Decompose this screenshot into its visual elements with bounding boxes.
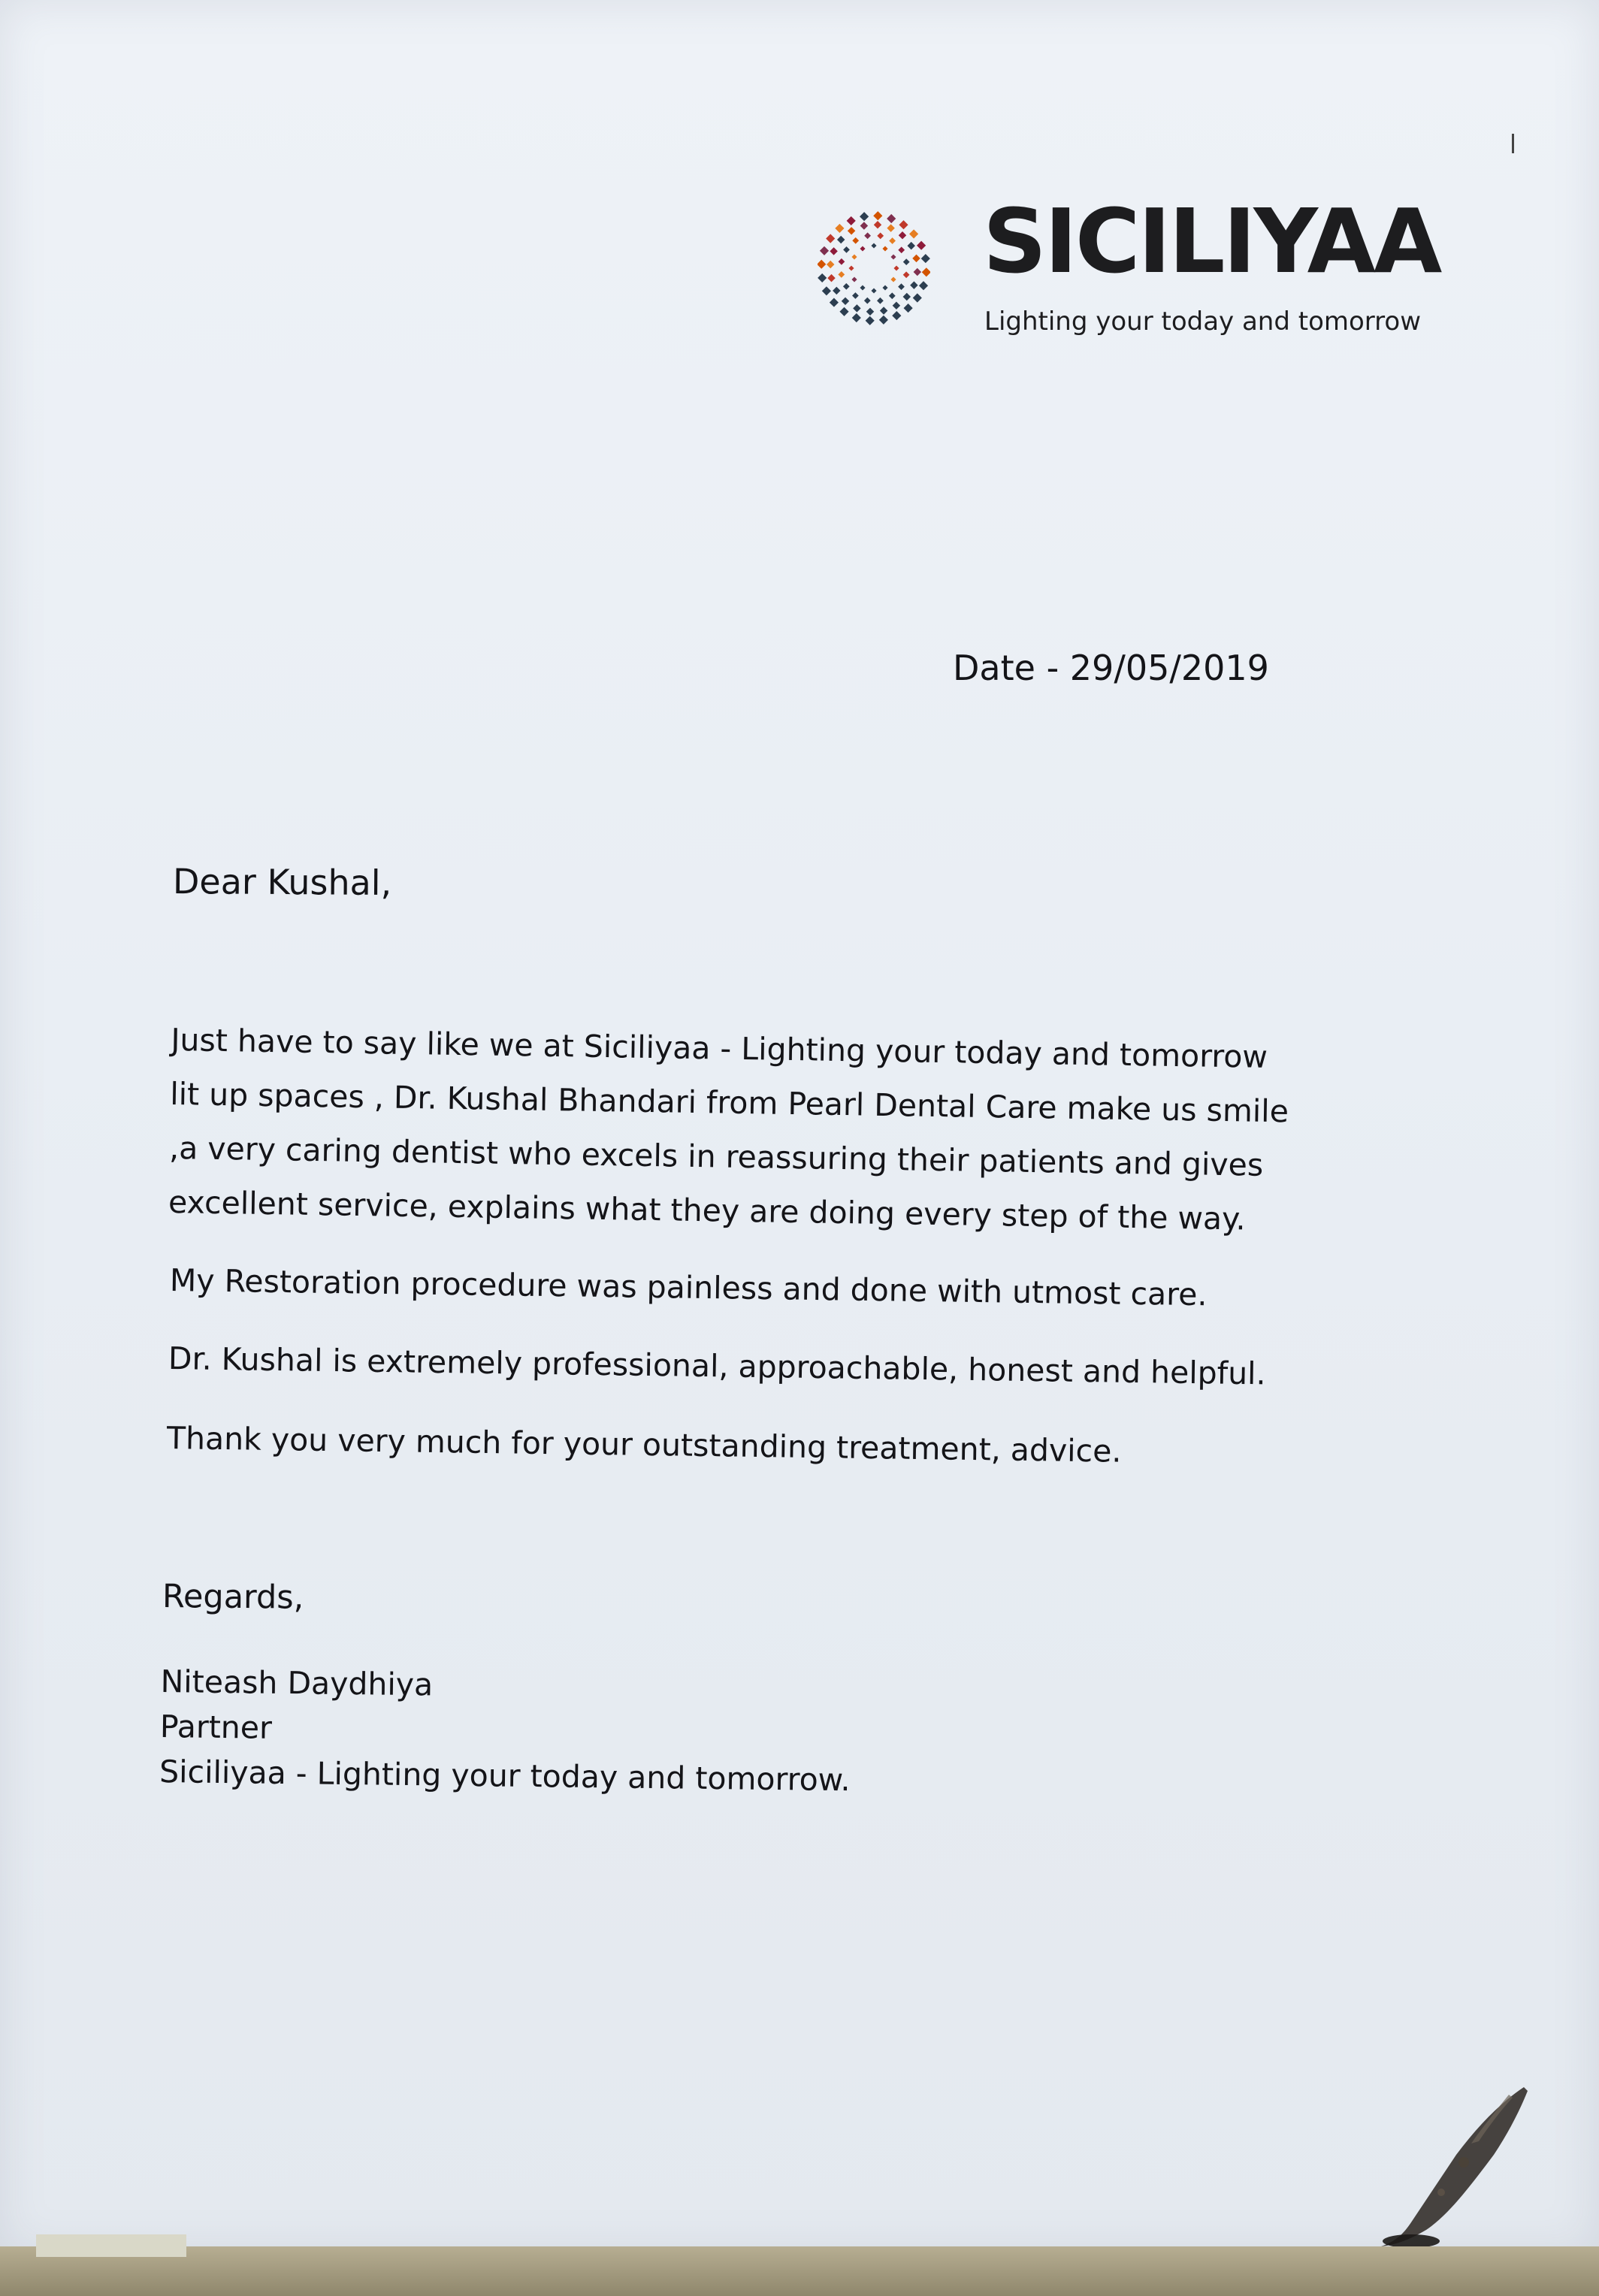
logo-dot xyxy=(899,220,908,229)
logo-dot xyxy=(866,308,874,316)
logo-dot xyxy=(879,316,888,325)
logo-dot xyxy=(873,211,882,220)
logo-dot xyxy=(892,311,901,320)
logo-dot xyxy=(909,229,918,238)
paragraph-line: excellent service, explains what they are doing every step of the way. xyxy=(168,1183,1246,1237)
logo-dot xyxy=(842,298,849,305)
logo-dot xyxy=(820,246,829,255)
tape-strip xyxy=(36,2234,186,2257)
signer-company: Siciliyaa - Lighting your today and tomorrow. xyxy=(159,1753,851,1799)
logo-dot xyxy=(839,258,845,265)
logo-dot xyxy=(877,233,884,240)
logo-dot xyxy=(882,285,887,290)
logo-dot xyxy=(818,260,826,269)
logo-dot xyxy=(880,307,887,314)
logo-dot xyxy=(835,224,844,233)
paragraph-line: lit up spaces , Dr. Kushal Bhandari from Pearl Dental Care make us smile xyxy=(169,1075,1289,1130)
logo-dot xyxy=(860,222,868,229)
logo-dot xyxy=(827,274,835,282)
logo-dot xyxy=(912,255,920,262)
logo-dot xyxy=(852,313,861,322)
logo-dot xyxy=(903,293,911,301)
body-paragraph-4: Thank you very much for your outstanding treatment, advice. xyxy=(166,1420,1122,1470)
logo-dot xyxy=(866,316,875,325)
siciliyaa-logo-icon xyxy=(818,197,930,340)
logo-dot xyxy=(903,271,910,278)
logo-dot xyxy=(827,261,834,268)
closing: Regards, xyxy=(162,1578,304,1617)
logo-dot xyxy=(904,304,913,313)
logo-dot xyxy=(893,265,899,270)
logo-dot xyxy=(826,234,835,243)
logo-dot xyxy=(818,273,827,282)
logo-dot xyxy=(874,221,881,228)
body-paragraph-3: Dr. Kushal is extremely professional, approachable, honest and helpful. xyxy=(168,1340,1266,1392)
logo-dot xyxy=(882,246,887,251)
logo-dot xyxy=(843,246,850,253)
logo-dot xyxy=(838,271,845,278)
signature-block xyxy=(159,1659,852,1802)
logo-dot xyxy=(890,276,896,282)
logo-dot xyxy=(898,246,905,253)
logo-dot xyxy=(890,254,896,259)
logo-dot xyxy=(860,212,869,221)
logo-dot xyxy=(889,292,896,299)
logo-dot xyxy=(860,285,865,290)
logo-dot xyxy=(887,224,894,231)
logo-dot xyxy=(914,268,921,276)
logo-dot xyxy=(833,287,840,295)
logo-dot xyxy=(898,283,905,290)
logo-dot xyxy=(919,281,928,290)
letter-date: Date - 29/05/2019 xyxy=(953,648,1269,688)
paragraph-line: ,a very caring dentist who excels in reassuring their patients and gives xyxy=(168,1129,1264,1183)
logo-dot xyxy=(893,301,900,309)
logo-dot xyxy=(822,286,831,295)
logo-dot xyxy=(853,304,860,312)
logo-dot xyxy=(921,254,930,263)
logo-dot xyxy=(852,292,859,299)
logo-dot xyxy=(864,232,871,239)
company-name: SICILIYAA xyxy=(983,189,1440,293)
table-surface xyxy=(0,2246,1599,2296)
logo-dot xyxy=(847,216,856,225)
logo-dot xyxy=(887,214,896,223)
logo-dot xyxy=(899,231,906,239)
paper-mark xyxy=(1512,134,1514,153)
logo-dot xyxy=(917,241,926,250)
logo-dot xyxy=(860,246,865,251)
signer-title: Partner xyxy=(159,1708,273,1746)
logo-dot xyxy=(913,293,922,302)
logo-dot xyxy=(871,243,876,248)
logo-dot xyxy=(837,236,845,243)
logo-dot xyxy=(830,298,839,307)
logo-dot xyxy=(910,281,917,289)
logo-dot xyxy=(851,276,857,282)
logo-dot xyxy=(839,307,848,316)
logo-dot xyxy=(871,288,876,293)
logo-dot xyxy=(851,254,857,259)
logo-dot xyxy=(922,267,930,276)
ink-smudge xyxy=(1366,2072,1539,2252)
body-paragraph-1 xyxy=(168,1013,1289,1246)
signer-name: Niteash Daydhiya xyxy=(160,1663,434,1703)
company-tagline: Lighting your today and tomorrow xyxy=(984,307,1422,337)
body-paragraph-2: My Restoration procedure was painless and done with utmost care. xyxy=(169,1262,1208,1313)
logo-dot xyxy=(848,265,854,270)
logo-dot xyxy=(864,298,871,304)
salutation: Dear Kushal, xyxy=(172,861,392,904)
paragraph-line: Just have to say like we at Siciliyaa - Lighting your today and tomorrow xyxy=(171,1021,1268,1075)
logo-dot xyxy=(848,227,855,234)
logo-dot xyxy=(852,237,859,244)
logo-dot xyxy=(843,283,850,290)
logo-dot xyxy=(907,242,914,249)
logo-dot xyxy=(889,237,896,244)
logo-dot xyxy=(903,258,910,265)
logo-dot xyxy=(830,247,837,255)
logo-dot xyxy=(877,298,884,304)
